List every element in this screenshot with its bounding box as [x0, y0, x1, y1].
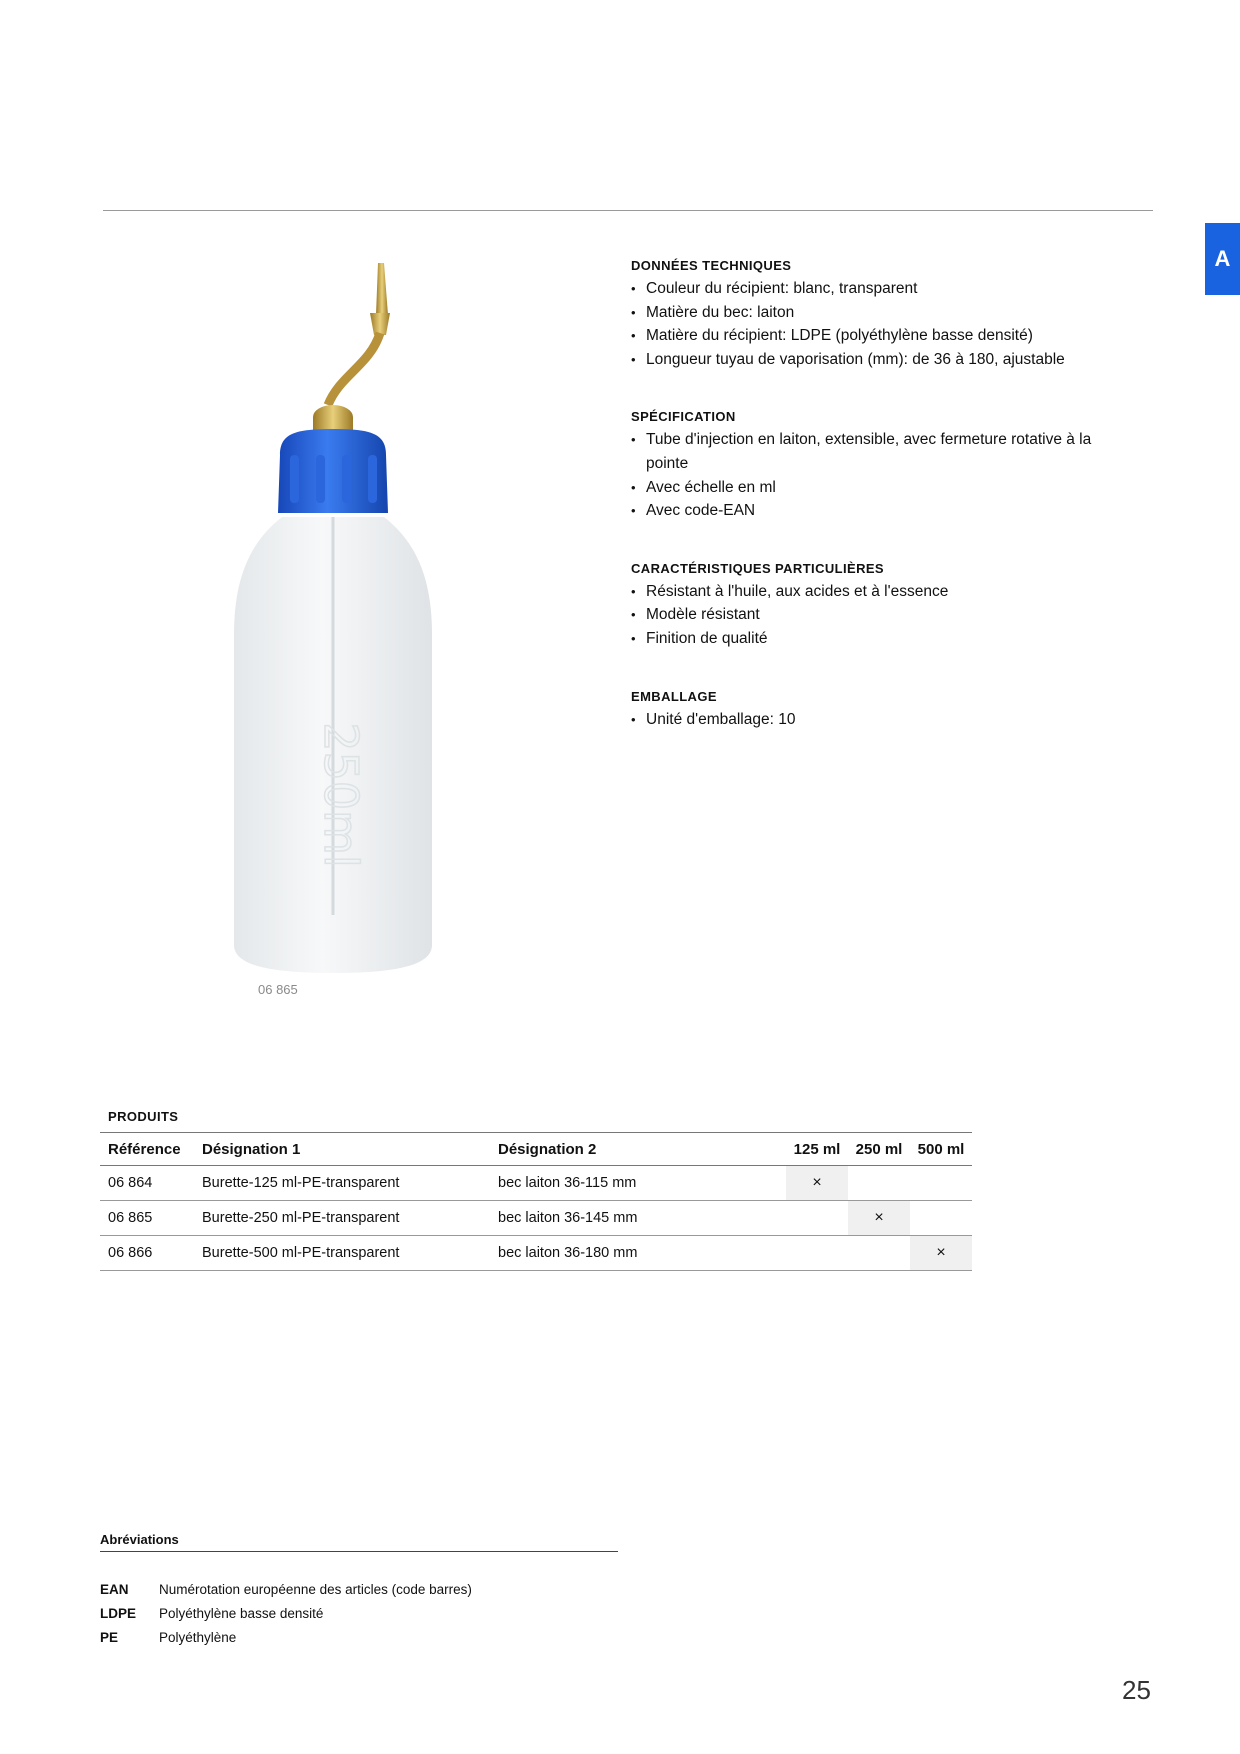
list-item [100, 1626, 472, 1650]
cell-reference: 06 865 [100, 1201, 194, 1236]
specs-panel [631, 258, 1131, 769]
spec-packaging [631, 689, 1131, 732]
cell-designation-1: Burette-500 ml-PE-transparent [194, 1236, 490, 1271]
cell-reference: 06 866 [100, 1236, 194, 1271]
list-item [100, 1602, 472, 1626]
table-header-row [100, 1133, 972, 1166]
header-reference: Référence [100, 1133, 194, 1166]
cell-designation-1: Burette-250 ml-PE-transparent [194, 1201, 490, 1236]
list-item: • Avec code-EAN [631, 499, 1131, 523]
volume-cell [910, 1166, 972, 1201]
cell-reference: 06 864 [100, 1166, 194, 1201]
list-item: • Couleur du récipient: blanc, transparent [631, 277, 1131, 301]
list-item: • Tube d'injection en laiton, extensible, avec fermeture rotative à la pointe [631, 428, 1131, 475]
list-item: • Modèle résistant [631, 603, 1131, 627]
cell-designation-2: bec laiton 36-180 mm [490, 1236, 786, 1271]
header-250ml: 250 ml [848, 1133, 910, 1166]
abbreviation-key: EAN [100, 1582, 129, 1597]
list-item: • Matière du récipient: LDPE (polyéthylène basse densité) [631, 324, 1131, 348]
spec-heading: EMBALLAGE [631, 688, 717, 704]
products-label: PRODUITS [108, 1109, 179, 1124]
section-tab[interactable]: A [1205, 223, 1240, 295]
svg-text:250ml: 250ml [314, 722, 368, 868]
abbreviation-value: Polyéthylène basse densité [159, 1606, 324, 1621]
spec-heading: SPÉCIFICATION [631, 409, 736, 425]
volume-mark: × [786, 1166, 848, 1201]
list-item: • Unité d'emballage: 10 [631, 708, 1131, 732]
volume-cell [786, 1236, 848, 1271]
volume-cell [786, 1201, 848, 1236]
list-item: • Finition de qualité [631, 627, 1131, 651]
top-divider [103, 210, 1153, 211]
abbreviation-value: Polyéthylène [159, 1630, 237, 1645]
abbreviations-list [100, 1578, 472, 1650]
spec-heading: DONNÉES TECHNIQUES [631, 258, 792, 273]
header-designation-1: Désignation 1 [194, 1133, 490, 1166]
spec-technical [631, 258, 1131, 371]
spec-heading: CARACTÉRISTIQUES PARTICULIÈRES [631, 560, 884, 576]
page-number: 25 [1122, 1675, 1151, 1705]
abbreviation-key: LDPE [100, 1606, 137, 1621]
products-table [100, 1132, 972, 1271]
header-designation-2: Désignation 2 [490, 1133, 786, 1166]
volume-mark: × [848, 1201, 910, 1236]
cell-designation-1: Burette-125 ml-PE-transparent [194, 1166, 490, 1201]
list-item: • Avec échelle en ml [631, 476, 1131, 500]
volume-cell [848, 1236, 910, 1271]
table-row [100, 1166, 972, 1201]
abbreviation-value: Numérotation européenne des articles (code barres) [159, 1582, 472, 1597]
table-row [100, 1236, 972, 1271]
abbreviations-title: Abréviations [100, 1532, 618, 1552]
list-item [100, 1578, 472, 1602]
list-item: • Longueur tuyau de vaporisation (mm): de 36 à 180, ajustable [631, 348, 1131, 372]
header-500ml: 500 ml [910, 1133, 972, 1166]
volume-cell [910, 1201, 972, 1236]
list-item: • Résistant à l'huile, aux acides et à l'essence [631, 580, 1131, 604]
spec-specification [631, 409, 1131, 522]
table-row [100, 1201, 972, 1236]
header-125ml: 125 ml [786, 1133, 848, 1166]
volume-mark: × [910, 1236, 972, 1271]
abbreviation-key: PE [100, 1630, 119, 1645]
cell-designation-2: bec laiton 36-145 mm [490, 1201, 786, 1236]
image-caption: 06 865 [258, 982, 298, 997]
volume-cell [848, 1166, 910, 1201]
list-item: • Matière du bec: laiton [631, 301, 1131, 325]
burette-bottle-image [220, 255, 450, 975]
spec-features [631, 561, 1131, 651]
cell-designation-2: bec laiton 36-115 mm [490, 1166, 786, 1201]
